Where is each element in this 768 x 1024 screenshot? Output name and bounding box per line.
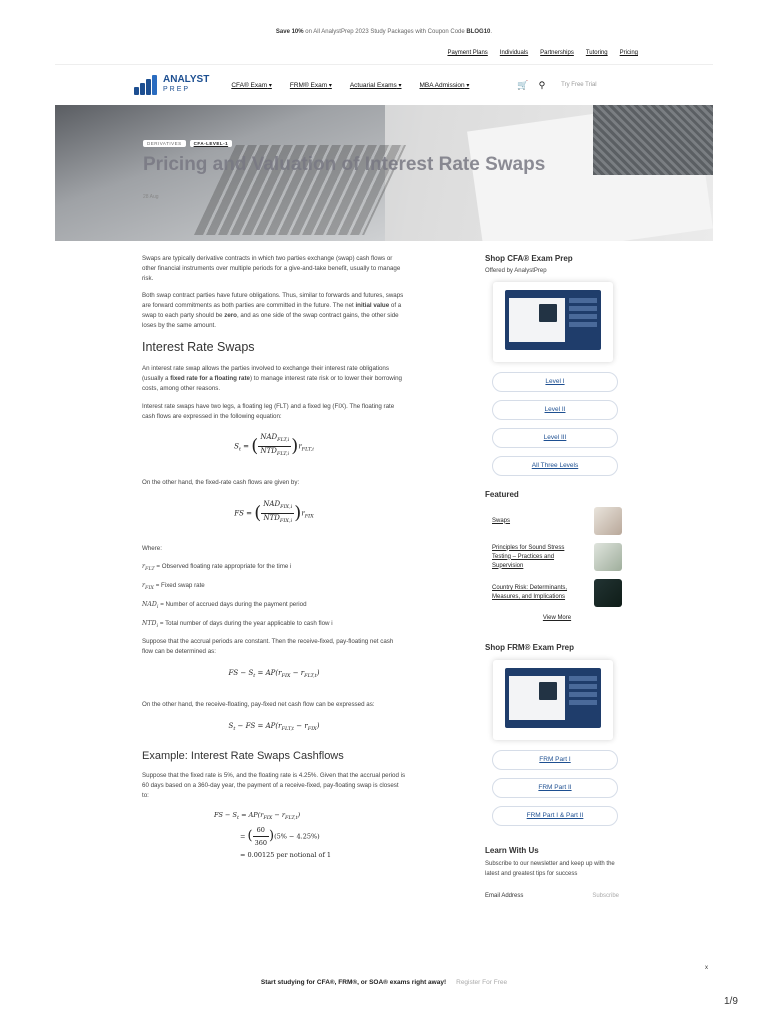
definition-rfix: $r_{FIX}$ = Fixed swap rate xyxy=(142,581,205,591)
tag-cfa-level-1[interactable]: CFA-LEVEL-1 xyxy=(190,140,233,147)
featured-title: Featured xyxy=(485,490,519,499)
receive-fixed-equation: FS − $S_t = AP(r_{FIX} - r_{FLT,t})$ xyxy=(228,668,320,679)
promo-text: on All AnalystPrep 2023 Study Packages with Coupon Code xyxy=(303,29,467,35)
logo-text xyxy=(163,75,209,95)
frm-part-2-button[interactable]: FRM Part II xyxy=(492,778,618,798)
nav-actuarial-exams[interactable]: Actuarial Exams ▾ xyxy=(350,82,402,89)
featured-thumbnail[interactable] xyxy=(594,507,622,535)
view-more-link[interactable]: View More xyxy=(542,615,572,621)
featured-link-stress-testing[interactable]: Principles for Sound Stress Testing – Practices and Supervision xyxy=(492,544,565,569)
link-payment-plans[interactable]: Payment Plans xyxy=(447,50,488,56)
featured-section xyxy=(485,490,625,621)
heading-example: Example: Interest Rate Swaps Cashflows xyxy=(142,750,344,763)
receive-floating-paragraph: On the other hand, the receive-floating, pay-fixed net cash flow can be expressed as: xyxy=(142,700,375,708)
featured-item xyxy=(492,579,622,607)
hero-tags xyxy=(143,140,232,147)
featured-thumbnail[interactable] xyxy=(594,579,622,607)
sweater-image xyxy=(593,105,713,175)
fixed-paragraph: On the other hand, the fixed-rate cash flows are given by: xyxy=(142,478,300,486)
cfa-all-levels-button[interactable]: All Three Levels xyxy=(492,456,618,476)
nav-mba-admission[interactable]: MBA Admission ▾ xyxy=(420,82,470,89)
example-result: = 0.00125 per notional of 1 xyxy=(240,850,332,859)
register-free-button[interactable]: Register For Free xyxy=(456,979,508,986)
frm-both-parts-button[interactable]: FRM Part I & Part II xyxy=(492,806,618,826)
email-field[interactable]: Email Address xyxy=(485,893,524,899)
promo-suffix: . xyxy=(490,29,493,35)
cfa-product-image[interactable] xyxy=(493,282,613,362)
receive-fixed-paragraph: Suppose that the accrual periods are constant. Then the receive-fixed, pay-floating net cash flow can be determined as: xyxy=(142,638,394,656)
shop-cfa-subtitle: Offered by AnalystPrep xyxy=(485,268,547,274)
cfa-level-2-button[interactable]: Level II xyxy=(492,400,618,420)
bottom-cta-bar xyxy=(0,979,768,986)
learn-section xyxy=(485,846,625,899)
article-body xyxy=(142,254,406,861)
featured-link-swaps[interactable]: Swaps xyxy=(492,517,511,524)
logo-sub: PREP xyxy=(163,86,191,93)
obligations-paragraph: Both swap contract parties have future obligations. Thus, similar to forwards and futures, swaps are forward commitments as both parties are committed in the future. The net initial value of a swap to each party should be zero, and as one side of the swap contract gains, the other side loses by the same amount. xyxy=(142,292,404,329)
page-title: Pricing and Valuation of Interest Rate Swaps xyxy=(143,154,546,175)
nav-menu xyxy=(231,82,469,89)
page-number: 1/9 xyxy=(724,996,738,1007)
promo-banner xyxy=(0,29,768,35)
link-tutoring[interactable]: Tutoring xyxy=(585,50,608,56)
sidebar xyxy=(485,254,625,899)
promo-discount: Save 10% xyxy=(275,29,304,35)
search-icon[interactable]: ⚲ xyxy=(538,79,546,90)
receive-floating-equation: $S_t$ − FS = $AP(r_{FLT,t} - r_{FIX})$ xyxy=(228,721,320,732)
featured-thumbnail[interactable] xyxy=(594,543,622,571)
top-links xyxy=(447,50,638,56)
frm-product-image[interactable] xyxy=(493,660,613,740)
legs-paragraph: Interest rate swaps have two legs, a floating leg (FLT) and a fixed leg (FIX). The floating rate cash flows are expressed in the following equation: xyxy=(142,402,395,420)
bottom-cta-text: Start studying for CFA®, FRM®, or SOA® exams right away! xyxy=(260,979,447,986)
featured-link-country-risk[interactable]: Country Risk: Determinants, Measures, and Implications xyxy=(492,585,568,600)
post-date: 28 Aug xyxy=(143,194,159,200)
shop-cfa-title: Shop CFA® Exam Prep xyxy=(485,254,573,263)
divider xyxy=(55,64,713,65)
cfa-level-1-button[interactable]: Level I xyxy=(492,372,618,392)
intro-paragraph: Swaps are typically derivative contracts in which two parties exchange (swap) cash flows or other financial instruments over multiple periods for a give-and-take benefit, usually to manage risk. xyxy=(142,255,401,282)
definition-rflt: $r_{FLT}$ = Observed floating rate appropriate for the time i xyxy=(142,563,292,573)
nav-frm-exam[interactable]: FRM® Exam ▾ xyxy=(290,82,332,89)
main-nav xyxy=(132,68,632,102)
close-icon[interactable]: x xyxy=(705,965,708,971)
cart-icon[interactable]: 🛒 xyxy=(517,79,529,90)
promo-code: BLOG10 xyxy=(466,29,491,35)
newsletter-form xyxy=(485,893,619,899)
subscribe-button[interactable]: Subscribe xyxy=(592,893,619,899)
learn-text: Subscribe to our newsletter and keep up with the latest and greatest tips for success xyxy=(485,861,615,877)
definition-nad: $NAD_i$ = Number of accrued days during the payment period xyxy=(142,600,307,610)
link-individuals[interactable]: Individuals xyxy=(499,50,529,56)
fixed-cashflow-equation: FS = ( $\frac{NAD_{FIX,i}}{NTD_{FIX,i}}$ )$r_{FIX}$ xyxy=(234,499,314,524)
tag-derivatives[interactable]: DERIVATIVES xyxy=(143,140,186,147)
featured-item xyxy=(492,543,622,571)
frm-part-1-button[interactable]: FRM Part I xyxy=(492,750,618,770)
cfa-level-3-button[interactable]: Level III xyxy=(492,428,618,448)
link-pricing[interactable]: Pricing xyxy=(619,50,638,56)
nav-cfa-exam[interactable]: CFA® Exam ▾ xyxy=(231,82,272,89)
link-partnerships[interactable]: Partnerships xyxy=(540,50,574,56)
shop-frm-title: Shop FRM® Exam Prep xyxy=(485,643,575,652)
try-free-trial-button[interactable]: Try Free Trial xyxy=(561,82,597,88)
floating-cashflow-equation: $S_t$ = ( $\frac{NAD_{FLT,i}}{NTD_{FLT,i}}$ )$r_{FLT,i}$ xyxy=(234,433,314,458)
learn-title: Learn With Us xyxy=(485,846,539,855)
nav-icons xyxy=(517,80,545,91)
definition-ntd: $NTD_i$ = Total number of days during the year applicable to cash flow i xyxy=(142,619,333,629)
example-calculation: FS − $S_t = AP(r_{FIX} - r_{FLT,t})$ = ( $\frac{60}{360}$ )(5% − 4.25%) = 0.00125 per notional of 1 xyxy=(214,809,406,861)
featured-item xyxy=(492,507,622,535)
bar-chart-logo-icon xyxy=(132,73,160,97)
example-paragraph: Suppose that the fixed rate is 5%, and the floating rate is 4.25%. Given that the accrual period is 60 days based on a 360-day year, the payment of a receive-fixed, pay-floating swap is closest to: xyxy=(142,772,406,799)
irs-paragraph: An interest rate swap allows the parties involved to exchange their interest rate obligations (usually a fixed rate for a floating rate) to manage interest rate risk or to lower their borrowing costs, among other reasons. xyxy=(142,365,402,392)
where-label: Where: xyxy=(142,545,162,553)
logo[interactable] xyxy=(132,73,209,97)
heading-interest-rate-swaps: Interest Rate Swaps xyxy=(142,339,255,354)
logo-name: ANALYST xyxy=(163,74,210,85)
